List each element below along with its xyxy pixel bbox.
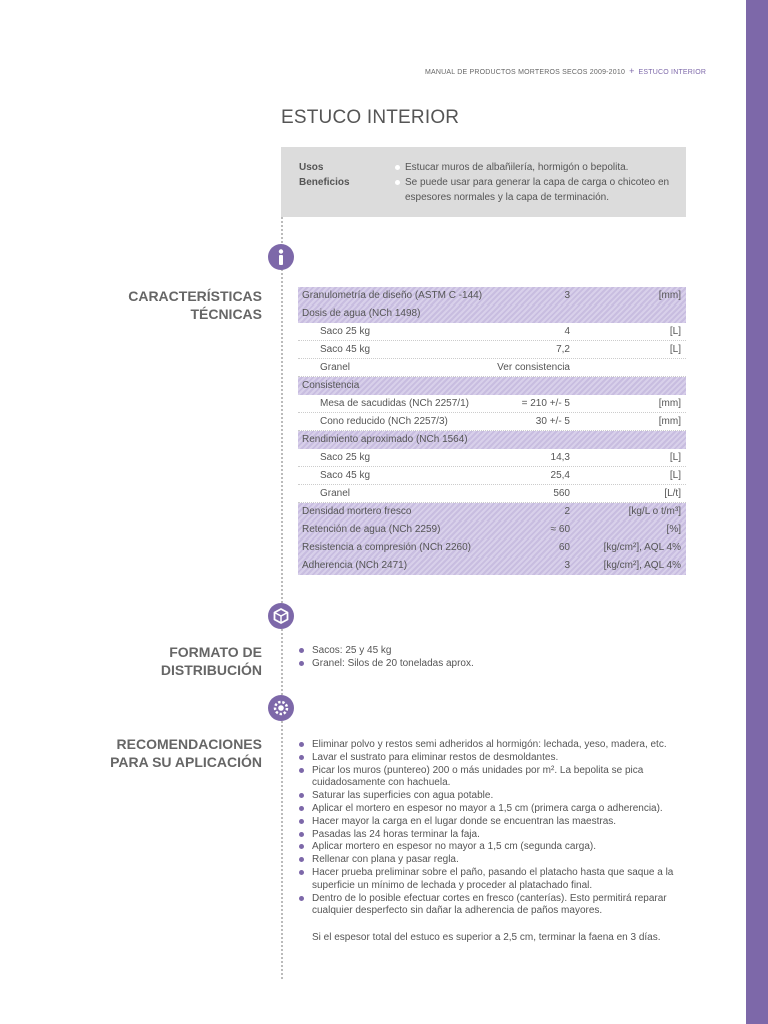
- table-cell-label: Dosis de agua (NCh 1498): [302, 308, 421, 319]
- technical-table: [298, 287, 686, 575]
- table-cell-unit: [L]: [669, 344, 681, 355]
- table-row: [298, 413, 686, 431]
- table-cell-label: Densidad mortero fresco: [302, 506, 412, 517]
- table-cell-unit: [L]: [669, 452, 681, 463]
- table-cell-label: Cono reducido (NCh 2257/3): [320, 416, 448, 427]
- list-item: Picar los muros (puntereo) 200 o más unidades por m². La bepolita se pica cuidadosamente con hachuela.: [298, 765, 688, 791]
- table-cell-unit: [kg/cm²], AQL 4%: [603, 542, 681, 553]
- list-item: Eliminar polvo y restos semi adheridos al hormigón: lechada, yeso, madera, etc.: [298, 739, 688, 752]
- beneficios-label: Beneficios: [299, 177, 350, 188]
- running-header-manual: MANUAL DE PRODUCTOS MORTEROS SECOS 2009-2010: [425, 69, 626, 76]
- recomendaciones-section: [298, 739, 688, 918]
- page-title: ESTUCO INTERIOR: [281, 107, 460, 128]
- table-cell-unit: [L]: [669, 470, 681, 481]
- final-note: Si el espesor total del estuco es superior a 2,5 cm, terminar la faena en 3 días.: [312, 932, 661, 943]
- table-cell-label: Saco 45 kg: [320, 344, 371, 355]
- usos-item: Estucar muros de albañilería, hormigón o bepolita.: [395, 160, 680, 175]
- table-row: [298, 305, 686, 323]
- table-cell-value: = 210 +/- 5: [521, 398, 570, 409]
- formato-heading-line1: FORMATO DE: [169, 644, 262, 660]
- table-cell-unit: [kg/L o t/m³]: [628, 506, 681, 517]
- info-icon: [268, 244, 294, 270]
- table-cell-label: Rendimiento aproximado (NCh 1564): [302, 434, 468, 445]
- characteristics-heading-line2: TÉCNICAS: [190, 306, 262, 322]
- table-cell-label: Retención de agua (NCh 2259): [302, 524, 441, 535]
- table-row: [298, 287, 686, 305]
- table-cell-label: Saco 25 kg: [320, 326, 371, 337]
- table-row: [298, 431, 686, 449]
- table-cell-label: Consistencia: [302, 380, 360, 391]
- table-cell-label: Resistencia a compresión (NCh 2260): [302, 542, 471, 553]
- recomendaciones-heading-line1: RECOMENDACIONES: [116, 736, 262, 752]
- table-cell-value: 3: [564, 290, 570, 301]
- table-cell-label: Adherencia (NCh 2471): [302, 560, 408, 571]
- running-header-section: ESTUCO INTERIOR: [638, 69, 707, 76]
- list-item: Granel: Silos de 20 toneladas aprox.: [298, 658, 688, 671]
- formato-list: [298, 645, 688, 671]
- usos-labels: [299, 160, 350, 190]
- usos-list: [395, 160, 680, 205]
- table-row: [298, 359, 686, 377]
- recomendaciones-heading: [110, 735, 262, 771]
- side-accent-bar: [746, 0, 768, 1024]
- formato-heading: [161, 643, 262, 679]
- table-cell-label: Saco 45 kg: [320, 470, 371, 481]
- table-cell-unit: [%]: [666, 524, 681, 535]
- table-cell-value: 25,4: [550, 470, 570, 481]
- table-cell-label: Saco 25 kg: [320, 452, 371, 463]
- table-cell-label: Granel: [320, 362, 351, 373]
- list-item: Pasadas las 24 horas terminar la faja.: [298, 829, 688, 842]
- table-cell-unit: [L]: [669, 326, 681, 337]
- recomendaciones-list: [298, 739, 688, 918]
- formato-section: [298, 645, 688, 671]
- table-row: [298, 539, 686, 557]
- table-cell-value: 14,3: [550, 452, 570, 463]
- table-cell-value: 3: [564, 560, 570, 571]
- formato-heading-line2: DISTRIBUCIÓN: [160, 662, 262, 678]
- table-cell-unit: [mm]: [658, 398, 681, 409]
- box-icon: [268, 603, 294, 629]
- usos-box: [281, 147, 686, 217]
- table-cell-value: 2: [564, 506, 570, 517]
- list-item: Aplicar el mortero en espesor no mayor a 1,5 cm (primera carga o adherencia).: [298, 803, 688, 816]
- list-item: Hacer prueba preliminar sobre el paño, pasando el platacho hasta que saque a la superficie un mínimo de lechada y proceder al platachado final.: [298, 867, 688, 893]
- table-row: [298, 449, 686, 467]
- table-cell-value: 560: [553, 488, 570, 499]
- table-row: [298, 485, 686, 503]
- table-cell-label: Mesa de sacudidas (NCh 2257/1): [320, 398, 469, 409]
- beneficios-item: Se puede usar para generar la capa de carga o chicoteo en espesores normales y la capa de terminación.: [395, 175, 680, 205]
- table-row: [298, 521, 686, 539]
- table-cell-value: 7,2: [556, 344, 570, 355]
- table-cell-unit: [mm]: [658, 416, 681, 427]
- table-cell-value: Ver consistencia: [497, 362, 570, 373]
- running-header: [425, 66, 706, 76]
- usos-label: Usos: [299, 162, 324, 173]
- characteristics-heading: [128, 287, 262, 323]
- table-row: [298, 377, 686, 395]
- table-cell-unit: [L/t]: [664, 488, 681, 499]
- gear-icon: [268, 695, 294, 721]
- table-row: [298, 557, 686, 575]
- recomendaciones-heading-line2: PARA SU APLICACIÓN: [110, 754, 262, 770]
- table-row: [298, 467, 686, 485]
- running-header-separator: +: [629, 66, 635, 76]
- table-cell-value: 4: [564, 326, 570, 337]
- table-cell-value: ≈ 60: [550, 524, 570, 535]
- table-cell-unit: [kg/cm²], AQL 4%: [603, 560, 681, 571]
- list-item: Saturar las superficies con agua potable.: [298, 790, 688, 803]
- list-item: Rellenar con plana y pasar regla.: [298, 854, 688, 867]
- dotted-guide-line: [281, 217, 283, 979]
- table-cell-label: Granulometría de diseño (ASTM C -144): [302, 290, 483, 301]
- table-row: [298, 323, 686, 341]
- list-item: Aplicar mortero en espesor no mayor a 1,5 cm (segunda carga).: [298, 841, 688, 854]
- table-row: [298, 503, 686, 521]
- table-cell-value: 30 +/- 5: [535, 416, 570, 427]
- table-cell-unit: [mm]: [658, 290, 681, 301]
- list-item: Sacos: 25 y 45 kg: [298, 645, 688, 658]
- list-item: Hacer mayor la carga en el lugar donde se encuentran las maestras.: [298, 816, 688, 829]
- list-item: Lavar el sustrato para eliminar restos de desmoldantes.: [298, 752, 688, 765]
- list-item: Dentro de lo posible efectuar cortes en fresco (canterías). Esto permitirá reparar cualquier desperfecto sin dañar la adherencia de paños mayores.: [298, 893, 688, 919]
- table-cell-label: Granel: [320, 488, 351, 499]
- characteristics-heading-line1: CARACTERÍSTICAS: [128, 288, 262, 304]
- table-cell-value: 60: [558, 542, 570, 553]
- table-row: [298, 395, 686, 413]
- table-row: [298, 341, 686, 359]
